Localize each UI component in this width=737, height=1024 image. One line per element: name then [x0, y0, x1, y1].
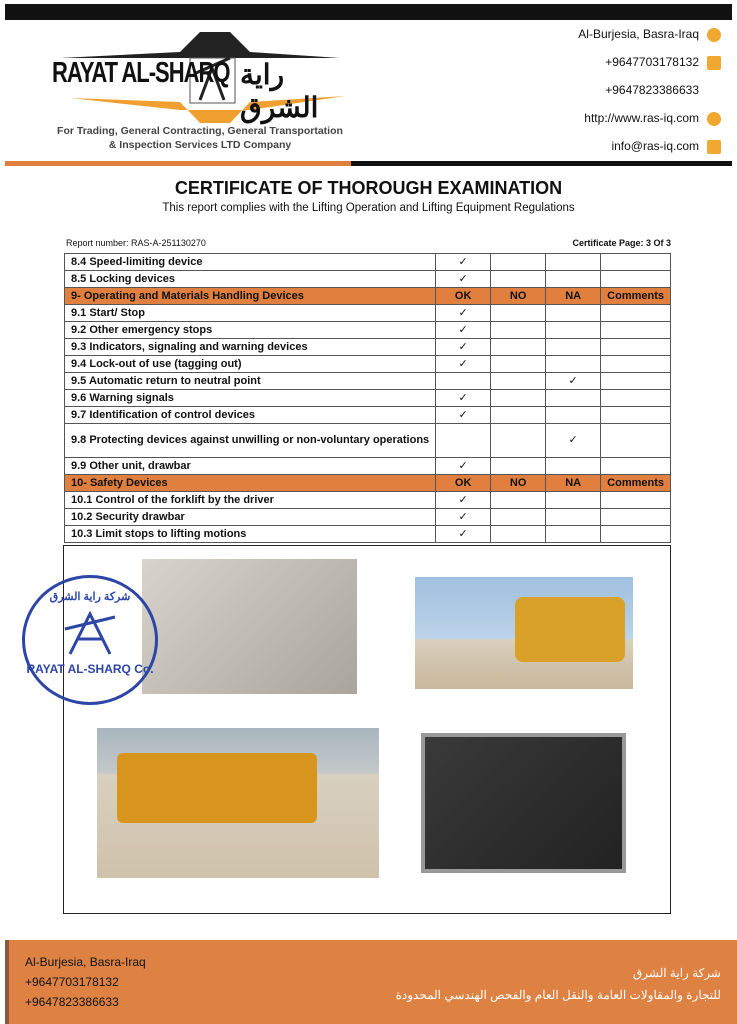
cell-ok: ✓	[436, 509, 491, 526]
contact-text: Al-Burjesia, Basra-Iraq	[578, 27, 699, 41]
cell-ok: ✓	[436, 339, 491, 356]
cell-ok: ✓	[436, 271, 491, 288]
cell-ok: OK	[436, 288, 491, 305]
cell-comments	[601, 373, 671, 390]
cell-label: 9.4 Lock-out of use (tagging out)	[65, 356, 436, 373]
table-row	[65, 373, 671, 390]
stamp-derrick-icon	[60, 609, 120, 659]
cell-label: 10- Safety Devices	[65, 475, 436, 492]
cell-comments	[601, 356, 671, 373]
cell-na: NA	[546, 475, 601, 492]
cell-no	[491, 373, 546, 390]
cell-label: 9.7 Identification of control devices	[65, 407, 436, 424]
cell-ok	[436, 373, 491, 390]
table-row	[65, 424, 671, 458]
cell-no	[491, 526, 546, 543]
cell-label: 9.3 Indicators, signaling and warning devices	[65, 339, 436, 356]
cell-no	[491, 339, 546, 356]
cell-no	[491, 407, 546, 424]
cell-label: 10.1 Control of the forklift by the driver	[65, 492, 436, 509]
table-row	[65, 407, 671, 424]
cell-na	[546, 407, 601, 424]
cell-na	[546, 509, 601, 526]
stamp-text-ar: شركة راية الشرق	[49, 591, 131, 603]
contact-text: +9647703178132	[605, 55, 699, 69]
section-header-row	[65, 475, 671, 492]
cell-comments	[601, 390, 671, 407]
location-pin-icon	[707, 28, 721, 42]
cell-na: ✓	[546, 373, 601, 390]
contact-item	[578, 132, 721, 160]
table-row	[65, 356, 671, 373]
cell-no	[491, 492, 546, 509]
company-tagline	[50, 124, 350, 152]
table-row	[65, 339, 671, 356]
cell-ok: ✓	[436, 305, 491, 322]
cell-na	[546, 271, 601, 288]
footer-phone: +9647703178132	[25, 975, 119, 989]
cell-na	[546, 356, 601, 373]
cell-label: 9.1 Start/ Stop	[65, 305, 436, 322]
cell-label: 8.5 Locking devices	[65, 271, 436, 288]
cell-no	[491, 254, 546, 271]
table-row	[65, 509, 671, 526]
stamp-text-en: RAYAT AL-SHARQ Co.	[26, 662, 154, 676]
table-row	[65, 322, 671, 339]
logo-text-en: RAYAT AL-SHARQ	[52, 56, 230, 89]
serial-plate-photo	[421, 733, 626, 873]
cell-no	[491, 458, 546, 475]
cell-na	[546, 492, 601, 509]
cell-comments	[601, 526, 671, 543]
phone-icon	[707, 56, 721, 70]
page-title: CERTIFICATE OF THOROUGH EXAMINATION	[174, 178, 563, 198]
top-bar	[5, 4, 732, 20]
cell-na	[546, 322, 601, 339]
table-row	[65, 526, 671, 543]
mail-icon	[707, 140, 721, 154]
cell-na	[546, 526, 601, 543]
cell-label: 8.4 Speed-limiting device	[65, 254, 436, 271]
page-subtitle: This report complies with the Lifting Operation and Lifting Equipment Regulations	[162, 202, 575, 214]
cell-comments: Comments	[601, 288, 671, 305]
logo-text-ar: راية الشرق	[240, 59, 319, 123]
table-row	[65, 492, 671, 509]
contact-list	[578, 20, 721, 160]
cell-ok: ✓	[436, 458, 491, 475]
cell-na	[546, 339, 601, 356]
cell-na	[546, 254, 601, 271]
load-chart-photo	[142, 559, 357, 694]
divider-orange	[5, 161, 351, 166]
report-number: Report number: RAS-A-251130270	[66, 238, 206, 248]
tagline-line: For Trading, General Contracting, General Transportation	[57, 125, 343, 137]
cell-label: 10.2 Security drawbar	[65, 509, 436, 526]
cell-label: 9.5 Automatic return to neutral point	[65, 373, 436, 390]
cell-label: 9.9 Other unit, drawbar	[65, 458, 436, 475]
cell-comments	[601, 458, 671, 475]
cell-no	[491, 305, 546, 322]
cell-comments	[601, 322, 671, 339]
contact-item	[578, 48, 721, 76]
cell-comments	[601, 305, 671, 322]
cell-na	[546, 390, 601, 407]
cell-ok: ✓	[436, 526, 491, 543]
contact-item	[578, 104, 721, 132]
cell-no	[491, 390, 546, 407]
company-stamp	[22, 575, 158, 705]
cell-ok: ✓	[436, 322, 491, 339]
cell-comments	[601, 407, 671, 424]
cell-ok: ✓	[436, 407, 491, 424]
cell-no	[491, 509, 546, 526]
cell-comments	[601, 424, 671, 458]
table-row	[65, 390, 671, 407]
cell-comments	[601, 271, 671, 288]
table-row	[65, 271, 671, 288]
cell-label: 9.2 Other emergency stops	[65, 322, 436, 339]
cell-ok: ✓	[436, 492, 491, 509]
globe-icon	[707, 112, 721, 126]
tagline-line: & Inspection Services LTD Company	[108, 139, 292, 151]
contact-item	[578, 20, 721, 48]
table-row	[65, 254, 671, 271]
cell-ok: OK	[436, 475, 491, 492]
divider-black	[351, 161, 732, 166]
company-logo	[50, 28, 350, 156]
cell-ok: ✓	[436, 390, 491, 407]
cell-comments	[601, 254, 671, 271]
cell-na	[546, 458, 601, 475]
cell-comments: Comments	[601, 475, 671, 492]
cell-comments	[601, 509, 671, 526]
cell-ok	[436, 424, 491, 458]
inspection-table	[64, 253, 671, 543]
cell-no: NO	[491, 475, 546, 492]
contact-text: info@ras-iq.com	[611, 139, 699, 153]
contact-item	[578, 76, 721, 104]
table-row	[65, 305, 671, 322]
contact-text: +9647823386633	[605, 83, 699, 97]
cell-no	[491, 271, 546, 288]
section-header-row	[65, 288, 671, 305]
cell-label: 9- Operating and Materials Handling Devices	[65, 288, 436, 305]
cell-label: 9.8 Protecting devices against unwilling or non-voluntary operations	[65, 424, 436, 458]
cell-ok: ✓	[436, 356, 491, 373]
cell-na: ✓	[546, 424, 601, 458]
page-number: Certificate Page: 3 Of 3	[572, 238, 671, 248]
telehandler-photo-front	[97, 728, 379, 878]
footer-phone: +9647823386633	[25, 995, 119, 1009]
table-row	[65, 458, 671, 475]
footer	[5, 940, 737, 1024]
contact-text: http://www.ras-iq.com	[584, 111, 699, 125]
cell-comments	[601, 339, 671, 356]
cell-label: 9.6 Warning signals	[65, 390, 436, 407]
telehandler-photo-side	[415, 577, 633, 689]
cell-ok: ✓	[436, 254, 491, 271]
cell-label: 10.3 Limit stops to lifting motions	[65, 526, 436, 543]
footer-address: Al-Burjesia, Basra-Iraq	[25, 955, 146, 969]
cell-na	[546, 305, 601, 322]
cell-no	[491, 424, 546, 458]
footer-tagline-ar: للتجارة والمقاولات العامة والنقل العام والفحص الهندسي المحدودة	[395, 988, 721, 1002]
cell-comments	[601, 492, 671, 509]
cell-no: NO	[491, 288, 546, 305]
cell-no	[491, 322, 546, 339]
cell-na: NA	[546, 288, 601, 305]
cell-no	[491, 356, 546, 373]
footer-company-ar: شركة راية الشرق	[632, 966, 721, 980]
